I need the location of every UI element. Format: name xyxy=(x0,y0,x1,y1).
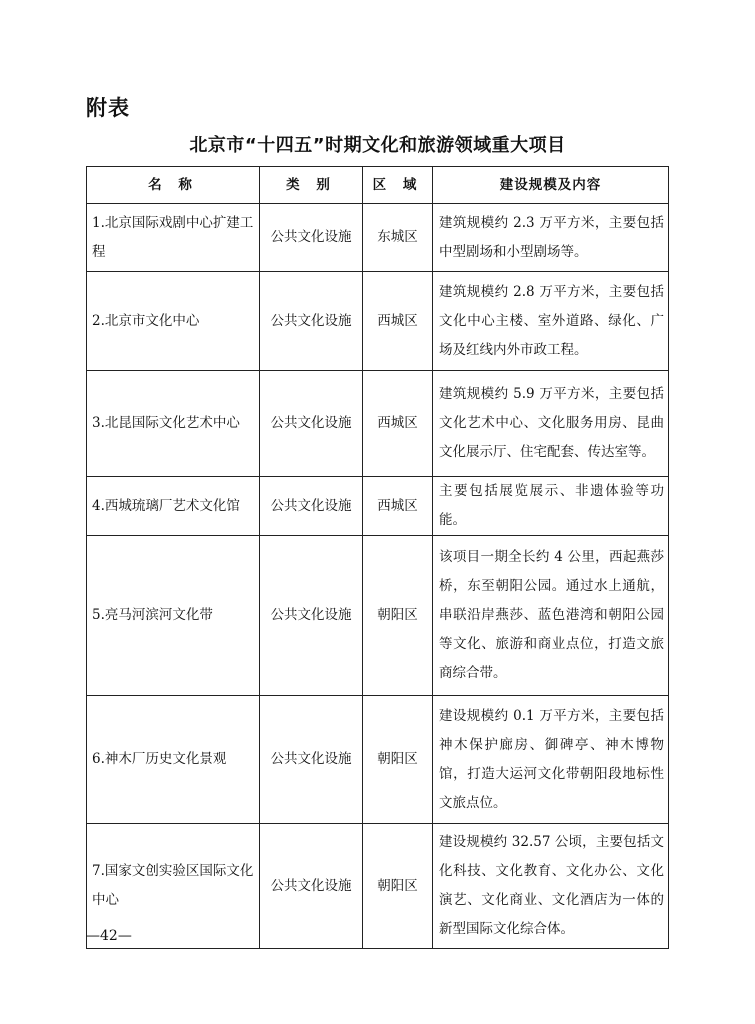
table-row xyxy=(87,204,669,272)
project-content: 建设规模约 0.1 万平方米，主要包括神木保护廊房、御碑亭、神木博物馆，打造大运河文化带朝阳段地标性文旅点位。 xyxy=(433,696,669,824)
project-district: 朝阳区 xyxy=(363,696,433,824)
table-row xyxy=(87,536,669,696)
project-content: 建筑规模约 2.3 万平方米，主要包括中型剧场和小型剧场等。 xyxy=(433,204,669,272)
table-row xyxy=(87,272,669,371)
project-name: 4.西城琉璃厂艺术文化馆 xyxy=(87,477,260,536)
project-district: 西城区 xyxy=(363,371,433,477)
table-header-row xyxy=(87,167,669,204)
header-name: 名 称 xyxy=(87,167,260,204)
project-name: 7.国家文创实验区国际文化中心 xyxy=(87,824,260,949)
table-row xyxy=(87,477,669,536)
project-content: 建筑规模约 5.9 万平方米，主要包括文化艺术中心、文化服务用房、昆曲文化展示厅、住宅配套、传达室等。 xyxy=(433,371,669,477)
project-district: 朝阳区 xyxy=(363,824,433,949)
table-row xyxy=(87,696,669,824)
project-type: 公共文化设施 xyxy=(260,696,363,824)
table-row xyxy=(87,371,669,477)
project-district: 东城区 xyxy=(363,204,433,272)
project-type: 公共文化设施 xyxy=(260,477,363,536)
project-type: 公共文化设施 xyxy=(260,824,363,949)
document-title: 北京市“十四五”时期文化和旅游领域重大项目 xyxy=(189,135,566,156)
project-name: 6.神木厂历史文化景观 xyxy=(87,696,260,824)
header-district: 区 域 xyxy=(363,167,433,204)
page-number: —42— xyxy=(86,928,132,944)
project-name: 3.北昆国际文化艺术中心 xyxy=(87,371,260,477)
project-content: 主要包括展览展示、非遗体验等功能。 xyxy=(433,477,669,536)
project-type: 公共文化设施 xyxy=(260,536,363,696)
project-type: 公共文化设施 xyxy=(260,272,363,371)
project-name: 2.北京市文化中心 xyxy=(87,272,260,371)
projects-table xyxy=(86,166,669,949)
project-content: 建设规模约 32.57 公顷，主要包括文化科技、文化教育、文化办公、文化演艺、文化商业、文化酒店为一体的新型国际文化综合体。 xyxy=(433,824,669,949)
project-district: 西城区 xyxy=(363,477,433,536)
appendix-heading: 附表 xyxy=(86,96,130,120)
table-row xyxy=(87,824,669,949)
project-content: 建筑规模约 2.8 万平方米，主要包括文化中心主楼、室外道路、绿化、广场及红线内外市政工程。 xyxy=(433,272,669,371)
project-type: 公共文化设施 xyxy=(260,371,363,477)
project-district: 西城区 xyxy=(363,272,433,371)
project-name: 5.亮马河滨河文化带 xyxy=(87,536,260,696)
project-type: 公共文化设施 xyxy=(260,204,363,272)
project-content: 该项目一期全长约 4 公里，西起燕莎桥，东至朝阳公园。通过水上通航，串联沿岸燕莎、蓝色港湾和朝阳公园等文化、旅游和商业点位，打造文旅商综合带。 xyxy=(433,536,669,696)
header-content: 建设规模及内容 xyxy=(433,167,669,204)
project-name: 1.北京国际戏剧中心扩建工程 xyxy=(87,204,260,272)
project-district: 朝阳区 xyxy=(363,536,433,696)
header-type: 类 别 xyxy=(260,167,363,204)
